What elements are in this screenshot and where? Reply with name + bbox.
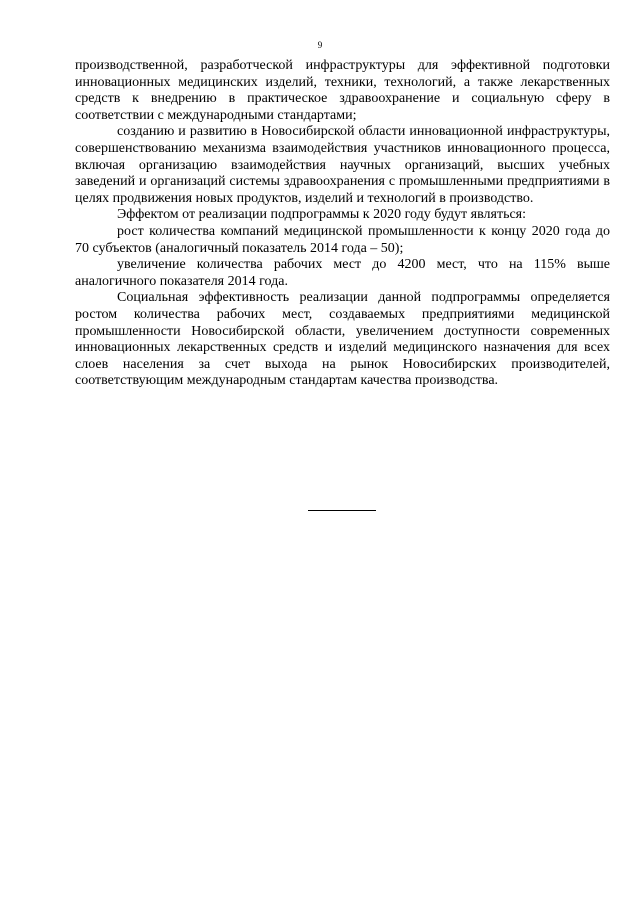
end-of-text-rule [308, 510, 376, 511]
paragraph-effects-intro: Эффектом от реализации подпрограммы к 2020 году будут являться: [117, 207, 527, 223]
paragraph-social-effectiveness: Социальная эффективность реализации данной подпрограммы определяется ростом количества рабочих мест, создаваемых предприятиями медицинской промышленности Новосибирской области, увеличением доступности современных инновационных лекарственных средств и изделий медицинского назначения для всех слоев населения за счет выхода на рынок Новосибирских производителей, соответствующим международным стандартам качества производства. [75, 290, 610, 389]
paragraph-jobs-growth: увеличение количества рабочих мест до 4200 мест, что на 115% выше аналогичного показателя 2014 года. [75, 257, 610, 289]
page-number: 9 [317, 40, 323, 50]
paragraph-infrastructure-continuation: производственной, разработческой инфраструктуры для эффективной подготовки инновационных медицинских изделий, техники, технологий, а также лекарственных средств к внедрению в практическое здравоохранение и социальную сферу в соответствии с международными стандартами; [75, 58, 610, 123]
document-body [75, 58, 610, 390]
paragraph-innovation-infrastructure: созданию и развитию в Новосибирской области инновационной инфраструктуры, совершенствованию механизма взаимодействия участников инновационного процесса, включая организацию взаимодействия научных организаций, высших учебных заведений и организаций системы здравоохранения с промышленными предприятиями в целях продвижения новых продуктов, изделий и технологий в производство. [75, 124, 610, 206]
paragraph-companies-growth: рост количества компаний медицинской промышленности к концу 2020 года до 70 субъектов (аналогичный показатель 2014 года – 50); [75, 223, 610, 256]
